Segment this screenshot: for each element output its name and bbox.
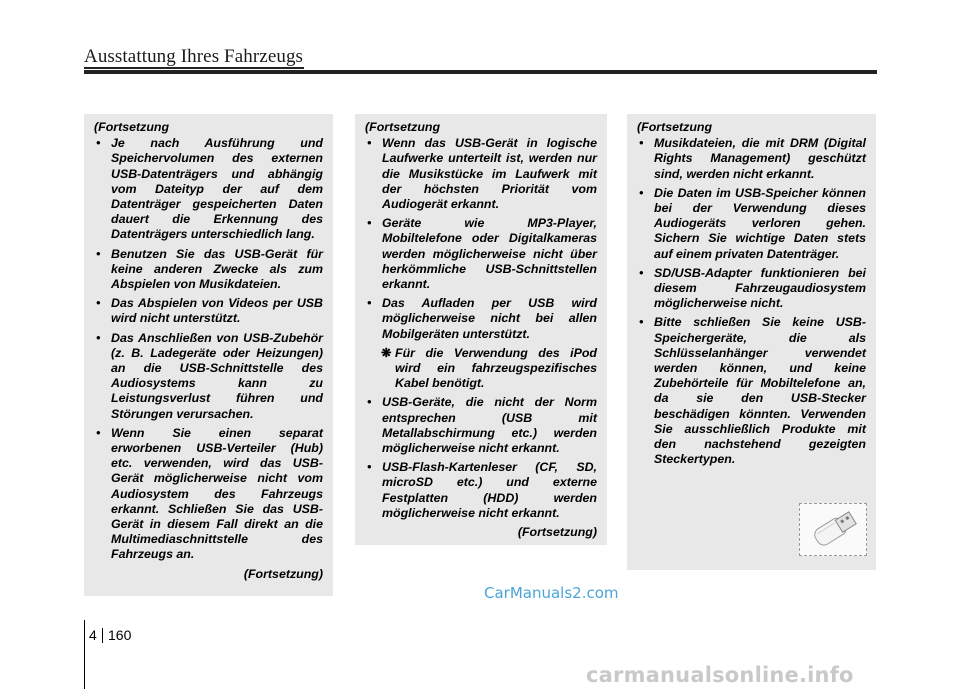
list-item: • Wenn das USB-Gerät in logische Laufwerke unterteilt ist, werden nur die Musikstücke im Laufwerk mit der höchsten Priorität vom Audiogerät erkannt. <box>365 136 597 212</box>
bullet-list <box>94 136 323 562</box>
footer-vertical-rule <box>84 620 85 689</box>
list-item: • Bitte schließen Sie keine USB-Speichergeräte, die als Schlüsselanhänger verwendet werden können, und keine Zubehörteile für Mobiltelefone an, da sie den USB-Stecker beschädigen könnten. Verwenden Sie ausschließlich Produkte mit den nachstehend gezeigten Steckertypen. <box>637 315 866 467</box>
bullet-list <box>365 395 597 521</box>
note <box>365 346 597 392</box>
note-mark-icon: ❋ <box>381 345 392 360</box>
chapter-number: 4 <box>89 627 97 643</box>
list-item: • Das Abspielen von Videos per USB wird nicht unterstützt. <box>94 296 323 326</box>
list-item: • Geräte wie MP3-Player, Mobiltelefone oder Digitalkameras werden möglicherweise nicht über herkömmliche USB-Schnittstellen erkannt. <box>365 216 597 292</box>
header-divider-thin <box>84 67 304 69</box>
continuation-bottom: (Fortsetzung) <box>243 566 323 581</box>
usb-stick-icon <box>800 504 866 555</box>
list-item: • Musikdateien, die mit DRM (Digital Rights Management) geschützt sind, werden nicht erkannt. <box>637 136 866 182</box>
list-item: • Die Daten im USB-Speicher können bei der Verwendung dieses Audiogeräts verloren gehen. Sichern Sie wichtige Daten stets auf einem privaten Datenträger. <box>637 186 866 262</box>
list-item: • Wenn Sie einen separat erworbenen USB-Verteiler (Hub) etc. verwenden, wird das USB-Gerät möglicherweise nicht vom Audiosystem des Fahrzeugs erkannt. Schließen Sie das USB-Gerät in diesem Fall direkt an die Multimediaschnittstelle des Fahrzeugs an. <box>94 426 323 563</box>
list-item: • SD/USB-Adapter funktionieren bei diesem Fahrzeugaudiosystem möglicherweise nicht. <box>637 266 866 312</box>
list-item: • Benutzen Sie das USB-Gerät für keine anderen Zwecke als zum Abspielen von Musikdateien. <box>94 247 323 293</box>
continuation-top: (Fortsetzung <box>94 120 170 134</box>
list-item: • Das Aufladen per USB wird möglicherweise nicht bei allen Mobilgeräten unterstützt. <box>365 296 597 342</box>
list-item: • Das Anschließen von USB-Zubehör (z. B. Ladegeräte oder Heizungen) an die USB-Schnittstelle des Audiosystems kann zu Leistungsverlust führen und Störungen verursachen. <box>94 331 323 422</box>
bullet-list <box>637 136 866 467</box>
usb-stick-image <box>799 503 867 556</box>
text-panel-3 <box>627 114 876 570</box>
header-divider <box>84 70 877 74</box>
page-number: 160 <box>108 627 132 643</box>
continuation-top: (Fortsetzung <box>637 120 713 134</box>
page-header-title: Ausstattung Ihres Fahrzeugs <box>84 46 304 67</box>
page-number-separator <box>102 628 103 643</box>
bullet-list <box>365 136 597 342</box>
watermark-link[interactable]: CarManuals2.com <box>484 584 619 602</box>
list-item: • Je nach Ausführung und Speichervolumen des externen USB-Datenträgers und abhängig vom Dateityp der auf dem Datenträger gespeicherten Daten dauert die Erkennung des Datenträgers unterschiedlich lang. <box>94 136 323 242</box>
list-item: • USB-Flash-Kartenleser (CF, SD, microSD etc.) und externe Festplatten (HDD) werden möglicherweise nicht erkannt. <box>365 460 597 521</box>
text-panel-1 <box>84 114 333 596</box>
continuation-bottom: (Fortsetzung) <box>517 525 597 540</box>
footer-watermark: carmanualsonline.info <box>586 663 854 687</box>
note-text: Für die Verwendung des iPod wird ein fahrzeugspezifisches Kabel benötigt. <box>395 345 597 391</box>
text-panel-2 <box>355 114 607 545</box>
list-item: • USB-Geräte, die nicht der Norm entsprechen (USB mit Metallabschirmung etc.) werden möglicherweise nicht erkannt. <box>365 395 597 456</box>
continuation-top: (Fortsetzung <box>365 120 441 134</box>
